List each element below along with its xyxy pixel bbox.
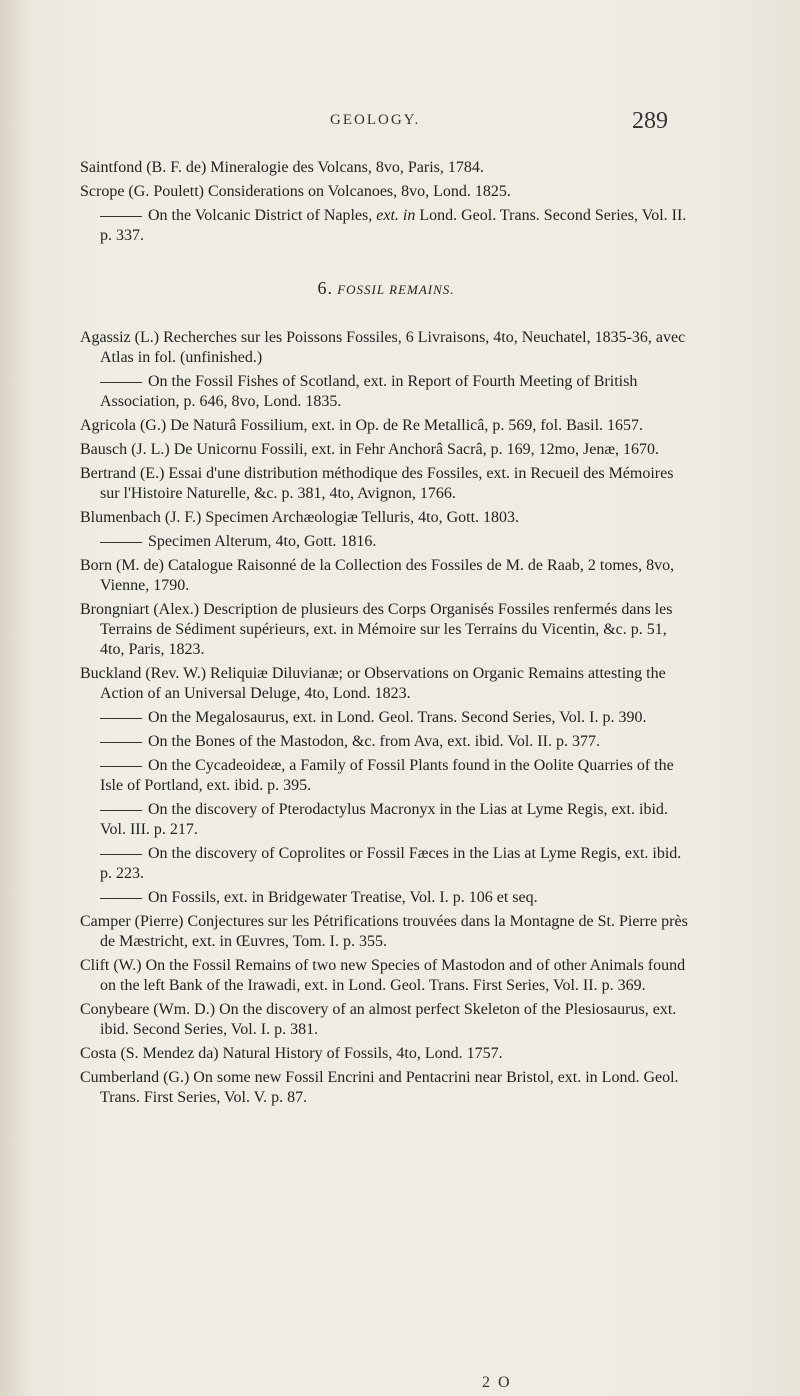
ditto-dash — [100, 382, 142, 383]
bibliography-sub-entry: On the Bones of the Mastodon, &c. from Ava, ext. ibid. Vol. II. p. 377. — [80, 732, 692, 752]
bibliography-entry: Born (M. de) Catalogue Raisonné de la Collection des Fossiles de M. de Raab, 2 tomes, 8vo, Vienne, 1790. — [80, 557, 675, 594]
bibliography-entry: Blumenbach (J. F.) Specimen Archæologiæ Telluris, 4to, Gott. 1803. — [80, 509, 520, 526]
bibliography-entry: Conybeare (Wm. D.) On the discovery of an almost perfect Skeleton of the Plesiosaurus, ext. ibid. Second Series, Vol. I. p. 381. — [80, 1001, 677, 1038]
bibliography-sub-entry: On Fossils, ext. in Bridgewater Treatise, Vol. I. p. 106 et seq. — [80, 888, 692, 908]
section-number: 6. — [317, 278, 333, 298]
page-number: 289 — [632, 108, 668, 134]
bibliography-sub-entry: On the discovery of Pterodactylus Macronyx in the Lias at Lyme Regis, ext. ibid. Vol. III. p. 217. — [100, 801, 668, 838]
bibliography-content — [80, 158, 692, 1112]
bibliography-entry: Saintfond (B. F. de) Mineralogie des Volcans, 8vo, Paris, 1784. — [80, 159, 484, 176]
ditto-dash — [100, 854, 142, 855]
bibliography-sub-entry: On the discovery of Coprolites or Fossil Fæces in the Lias at Lyme Regis, ext. ibid. p. 223. — [100, 845, 682, 882]
section-title: FOSSIL REMAINS. — [337, 282, 455, 297]
bibliography-entry: Bertrand (E.) Essai d'une distribution méthodique des Fossiles, ext. in Recueil des Mémoires sur l'Histoire Naturelle, &c. p. 381, 4to, Avignon, 1766. — [80, 465, 674, 502]
bibliography-entry: Camper (Pierre) Conjectures sur les Pétrifications trouvées dans la Montagne de St. Pierre près de Mæstricht, ext. in Œuvres, Tom. I. p. 355. — [80, 913, 688, 950]
running-head: GEOLOGY. — [330, 112, 421, 128]
ditto-dash — [100, 810, 142, 811]
bibliography-entry: Clift (W.) On the Fossil Remains of two new Species of Mastodon and of other Animals found on the left Bank of the Irawadi, ext. in Lond. Geol. Trans. First Series, Vol. II. p. 369. — [80, 957, 686, 994]
bibliography-entry: Agricola (G.) De Naturâ Fossilium, ext. in Op. de Re Metallicâ, p. 569, fol. Basil. 1657. — [80, 417, 644, 434]
bibliography-entry: Cumberland (G.) On some new Fossil Encrini and Pentacrini near Bristol, ext. in Lond. Geol. Trans. First Series, Vol. V. p. 87. — [80, 1069, 679, 1106]
ditto-dash — [100, 542, 142, 543]
bibliography-sub-entry: On the Cycadeoideæ, a Family of Fossil Plants found in the Oolite Quarries of the Isle of Portland, ext. ibid. p. 395. — [100, 757, 674, 794]
bibliography-entry: Agassiz (L.) Recherches sur les Poissons Fossiles, 6 Livraisons, 4to, Neuchatel, 1835-36, avec Atlas in fol. (unfinished.) — [80, 329, 686, 366]
bibliography-entry: Buckland (Rev. W.) Reliquiæ Diluvianæ; or Observations on Organic Remains attesting the Action of an Universal Deluge, 4to, Lond. 1823. — [80, 665, 666, 702]
bibliography-sub-entry: On the Fossil Fishes of Scotland, ext. in Report of Fourth Meeting of British Association, p. 646, 8vo, Lond. 1835. — [100, 373, 638, 410]
bibliography-sub-entry: On the Volcanic District of Naples, ext. in Lond. Geol. Trans. Second Series, Vol. II. p. 337. — [100, 207, 687, 244]
ditto-dash — [100, 898, 142, 899]
bibliography-entry: Costa (S. Mendez da) Natural History of Fossils, 4to, Lond. 1757. — [80, 1045, 503, 1062]
ditto-dash — [100, 766, 142, 767]
bibliography-entry: Bausch (J. L.) De Unicornu Fossili, ext. in Fehr Anchorâ Sacrâ, p. 169, 12mo, Jenæ, 1670. — [80, 441, 660, 458]
ditto-dash — [100, 718, 142, 719]
bibliography-entry: Brongniart (Alex.) Description de plusieurs des Corps Organisés Fossiles renfermés dans les Terrains de Sédiment supérieurs, ext. in Mémoire sur les Terrains du Vicentin, &c. p. 51, 4to, Paris, 1823. — [80, 601, 673, 658]
fossil-remains-list — [80, 328, 692, 1108]
ditto-dash — [100, 216, 142, 217]
section-heading — [80, 278, 692, 300]
ditto-dash — [100, 742, 142, 743]
bibliography-sub-entry: On the Megalosaurus, ext. in Lond. Geol. Trans. Second Series, Vol. I. p. 390. — [80, 708, 692, 728]
page-header — [0, 108, 800, 136]
bibliography-sub-entry: Specimen Alterum, 4to, Gott. 1816. — [80, 532, 692, 552]
bibliography-entry: Scrope (G. Poulett) Considerations on Volcanoes, 8vo, Lond. 1825. — [80, 183, 511, 200]
signature-mark: 2 O — [482, 1374, 512, 1391]
